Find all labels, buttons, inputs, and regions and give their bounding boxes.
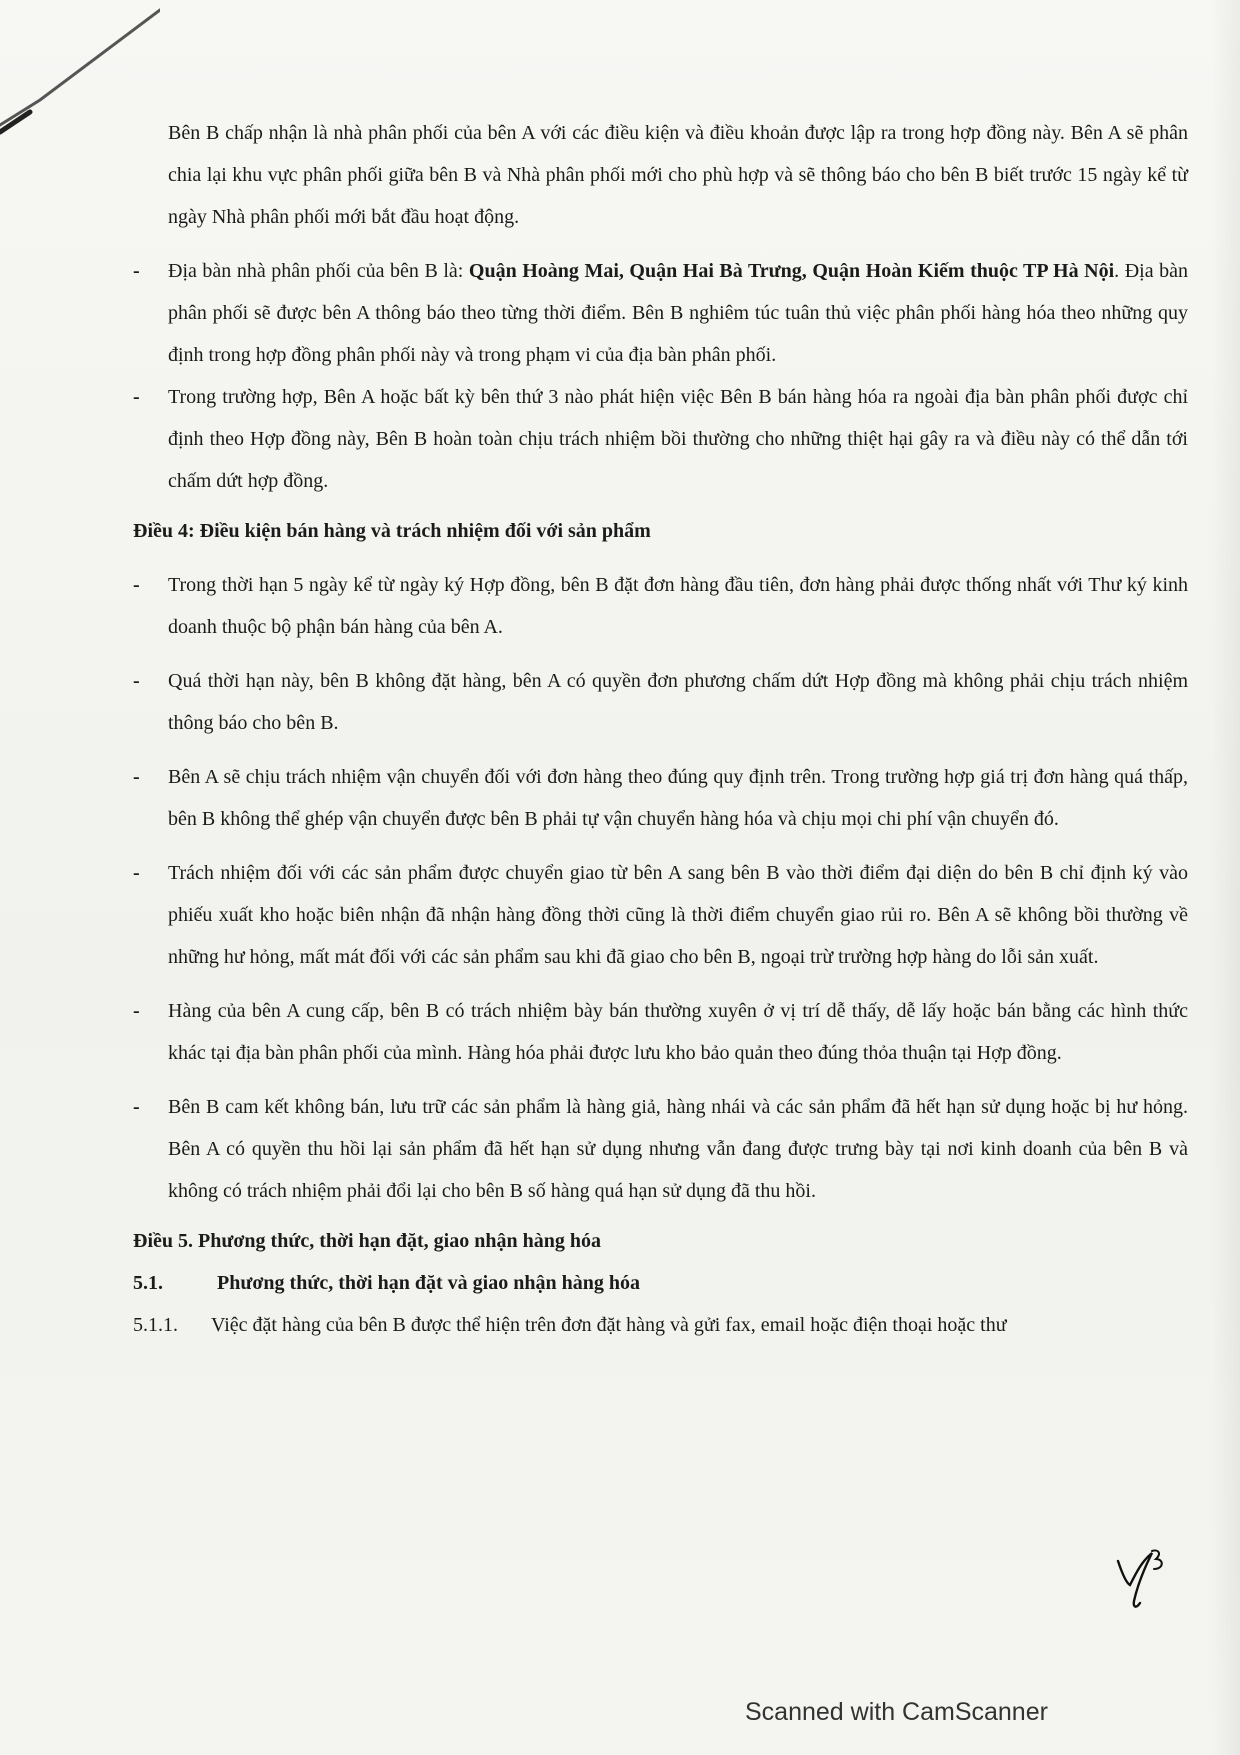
initials-signature	[1112, 1543, 1172, 1613]
bullet-dash: -	[133, 260, 140, 282]
contract-body	[133, 112, 1188, 1346]
violation-text: Trong trường hợp, Bên A hoặc bất kỳ bên thứ 3 nào phát hiện việc Bên B bán hàng hóa ra ngoài địa bàn phân phối được chỉ định theo Hợp đồng này, Bên B hoàn toàn chịu trách nhiệm bồi thường cho những thiệt hại gây ra và điều này có thể dẫn tới chấm dứt hợp đồng.	[168, 386, 1188, 492]
article-4-bullet-1	[133, 564, 1188, 648]
section-text: Việc đặt hàng của bên B được thể hiện trên đơn đặt hàng và gửi fax, email hoặc điện thoại hoặc thư	[211, 1314, 1007, 1336]
article-5-heading: Điều 5. Phương thức, thời hạn đặt, giao nhận hàng hóa	[133, 1230, 601, 1252]
section-number: 5.1.1.	[133, 1314, 178, 1336]
camscanner-watermark: Scanned with CamScanner	[745, 1698, 1048, 1726]
article-4-bullet-6	[133, 1086, 1188, 1212]
bullet-text: Bên A sẽ chịu trách nhiệm vận chuyển đối với đơn hàng theo đúng quy định trên. Trong trường hợp giá trị đơn hàng quá thấp, bên B không thể ghép vận chuyển được bên B phải tự vận chuyển hàng hóa và chịu mọi chi phí vận chuyển đó.	[168, 766, 1188, 830]
territory-rest: . Địa bàn phân phối sẽ được bên A thông báo theo từng thời điểm. Bên B nghiêm túc tuân thủ việc phân phối hàng hóa theo những quy định trong hợp đồng phân phối này và trong phạm vi của địa bàn phân phối.	[168, 260, 1188, 366]
section-title: Phương thức, thời hạn đặt và giao nhận hàng hóa	[217, 1272, 640, 1294]
article-4-bullet-2	[133, 660, 1188, 744]
scan-edge-shadow	[1210, 0, 1240, 1755]
section-5-1-1	[133, 1304, 1188, 1346]
territory-districts: Quận Hoàng Mai, Quận Hai Bà Trưng, Quận Hoàn Kiếm thuộc TP Hà Nội	[468, 260, 1115, 282]
bullet-dash: -	[133, 574, 140, 596]
bullet-text: Quá thời hạn này, bên B không đặt hàng, bên A có quyền đơn phương chấm dứt Hợp đồng mà không phải chịu trách nhiệm thông báo cho bên B.	[168, 670, 1188, 734]
article-4-bullet-4	[133, 852, 1188, 978]
bullet-text: Trách nhiệm đối với các sản phẩm được chuyển giao từ bên A sang bên B vào thời điểm đại diện do bên B chỉ định ký vào phiếu xuất kho hoặc biên nhận đã nhận hàng đồng thời cũng là thời điểm chuyển giao rủi ro. Bên A sẽ không bồi thường về những hư hỏng, mất mát đối với các sản phẩm sau khi đã giao cho bên B, ngoại trừ trường hợp hàng do lỗi sản xuất.	[168, 862, 1188, 968]
article-4-bullet-3	[133, 756, 1188, 840]
section-number: 5.1.	[133, 1272, 163, 1294]
bullet-text: Trong thời hạn 5 ngày kể từ ngày ký Hợp đồng, bên B đặt đơn hàng đầu tiên, đơn hàng phải được thống nhất với Thư ký kinh doanh thuộc bộ phận bán hàng của bên A.	[168, 574, 1188, 638]
bullet-dash: -	[133, 766, 140, 788]
article-4-heading: Điều 4: Điều kiện bán hàng và trách nhiệm đối với sản phẩm	[133, 520, 651, 542]
bullet-dash: -	[133, 1096, 140, 1118]
bullet-dash: -	[133, 670, 140, 692]
section-5-1	[133, 1262, 1188, 1304]
territory-lead: Địa bàn nhà phân phối của bên B là:	[168, 260, 469, 282]
bullet-territory	[133, 250, 1188, 376]
continuation-paragraph: Bên B chấp nhận là nhà phân phối của bên A với các điều kiện và điều khoản được lập ra trong hợp đồng này. Bên A sẽ phân chia lại khu vực phân phối giữa bên B và Nhà phân phối mới cho phù hợp và sẽ thông báo cho bên B biết trước 15 ngày kể từ ngày Nhà phân phối mới bắt đầu hoạt động.	[168, 122, 1188, 228]
bullet-dash: -	[133, 386, 140, 408]
article-4-bullet-5	[133, 990, 1188, 1074]
bullet-violation	[133, 376, 1188, 502]
bullet-dash: -	[133, 862, 140, 884]
bullet-text: Bên B cam kết không bán, lưu trữ các sản phẩm là hàng giả, hàng nhái và các sản phẩm đã hết hạn sử dụng hoặc bị hư hỏng. Bên A có quyền thu hồi lại sản phẩm đã hết hạn sử dụng nhưng vẫn đang được trưng bày tại nơi kinh doanh của bên B và không có trách nhiệm phải đổi lại cho bên B số hàng quá hạn sử dụng đã thu hồi.	[168, 1096, 1188, 1202]
bullet-dash: -	[133, 1000, 140, 1022]
bullet-text: Hàng của bên A cung cấp, bên B có trách nhiệm bày bán thường xuyên ở vị trí dễ thấy, dễ lấy hoặc bán bằng các hình thức khác tại địa bàn phân phối của mình. Hàng hóa phải được lưu kho bảo quản theo đúng thỏa thuận tại Hợp đồng.	[168, 1000, 1188, 1064]
